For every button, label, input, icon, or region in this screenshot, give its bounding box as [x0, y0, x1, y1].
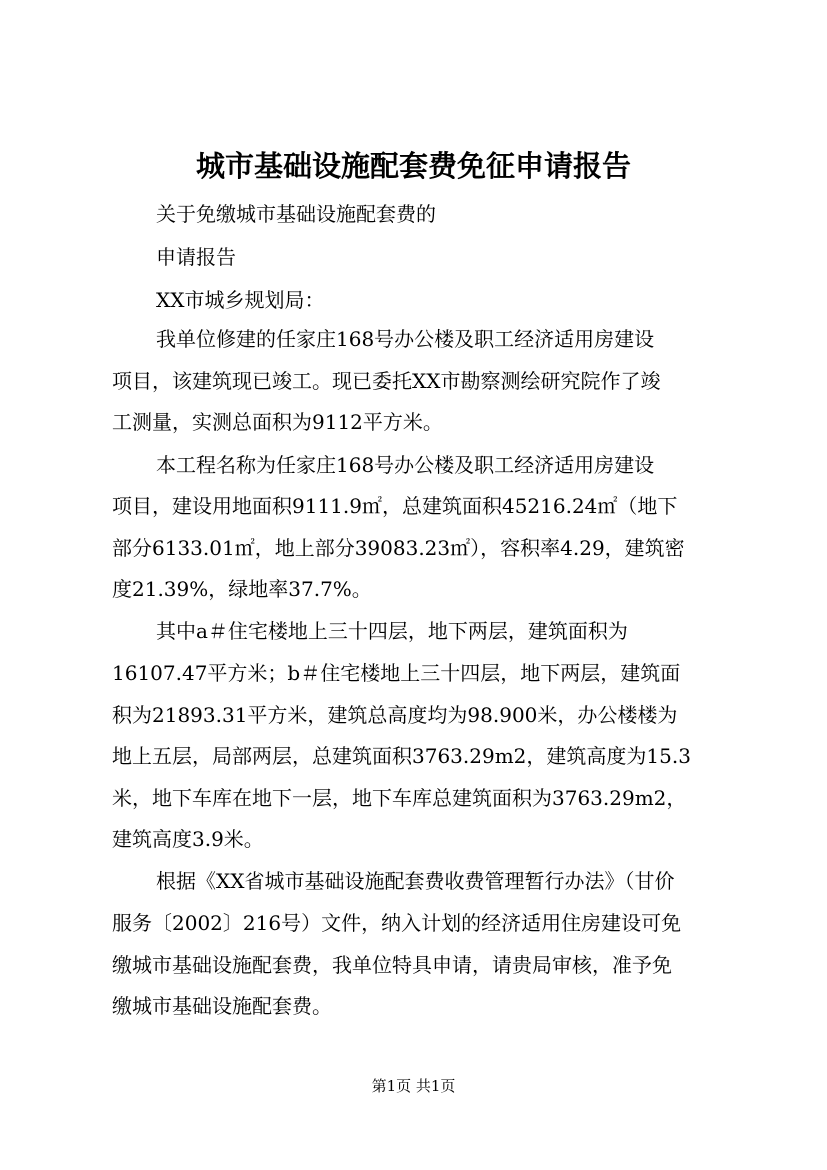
paragraph-line: 度21.39%，绿地率37.7%。: [112, 577, 372, 601]
paragraph-line: 米，地下车库在地下一层，地下车库总建筑面积为3763.29m2，: [112, 786, 687, 810]
paragraph-line: 建筑高度3.9米。: [112, 827, 264, 851]
paragraph-line: 项目，建设用地面积9111.9㎡，总建筑面积45216.24㎡（地下: [112, 494, 678, 518]
subject-line: 申请报告: [156, 245, 236, 269]
paragraph-line: 积为21893.31平方米，建筑总高度均为98.900米，办公楼楼为: [112, 703, 678, 727]
paragraph-line: 缴城市基础设施配套费，我单位特具申请，请贵局审核，准予免: [112, 953, 672, 977]
paragraph-line: 项目，该建筑现已竣工。现已委托XX市勘察测绘研究院作了竣: [112, 369, 661, 393]
paragraph-line: 16107.47平方米；b＃住宅楼地上三十四层，地下两层，建筑面: [112, 661, 681, 685]
paragraph-line: 根据《XX省城市基础设施配套费收费管理暂行办法》（甘价: [156, 869, 675, 893]
paragraph-line: 其中a＃住宅楼地上三十四层，地下两层，建筑面积为: [156, 619, 628, 643]
paragraph-line: 地上五层，局部两层，总建筑面积3763.29m2，建筑高度为15.3: [112, 744, 691, 768]
paragraph-line: 我单位修建的任家庄168号办公楼及职工经济适用房建设: [156, 327, 655, 351]
page-title: 城市基础设施配套费免征申请报告: [195, 149, 631, 183]
paragraph-line: 部分6133.01㎡，地上部分39083.23㎡），容积率4.29，建筑密: [112, 536, 685, 560]
paragraph-line: 本工程名称为任家庄168号办公楼及职工经济适用房建设: [156, 453, 655, 477]
page-number-footer: 第1页 共1页: [371, 1077, 456, 1095]
paragraph-line: 缴城市基础设施配套费。: [112, 994, 332, 1018]
paragraph-line: 工测量，实测总面积为9112平方米。: [112, 410, 443, 434]
subject-line: 关于免缴城市基础设施配套费的: [156, 202, 436, 226]
addressee: XX市城乡规划局：: [156, 288, 325, 312]
paragraph-line: 服务〔2002〕216号）文件，纳入计划的经济适用住房建设可免: [112, 911, 682, 935]
